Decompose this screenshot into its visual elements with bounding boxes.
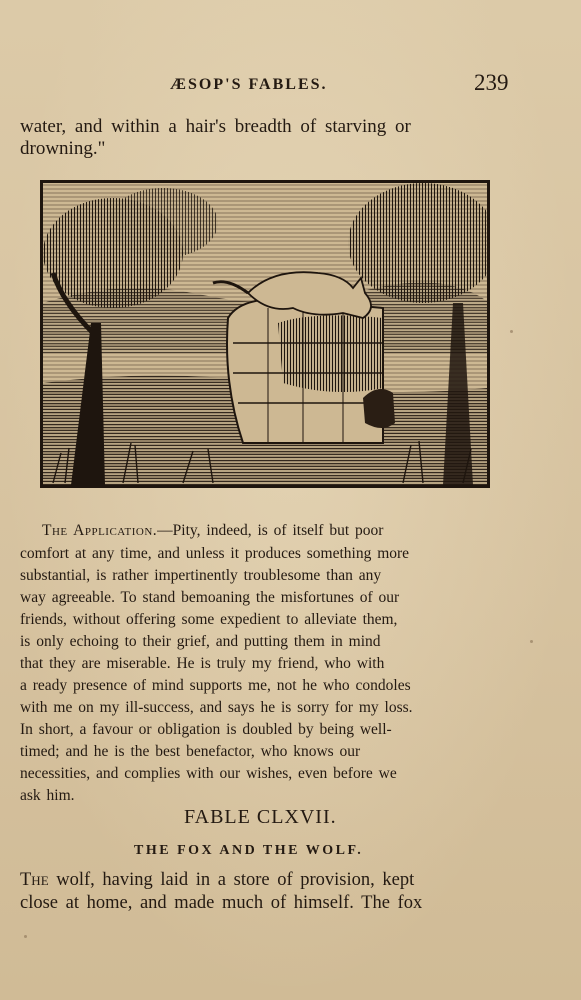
text-line: a ready presence of mind supports me, not he who condoles — [20, 677, 411, 694]
lead-word: The — [20, 870, 49, 890]
text-line: timed; and he is the best benefactor, who knows our — [20, 743, 361, 760]
text-line: close at home, and made much of himself. The fox — [20, 893, 423, 913]
text-line: that they are miserable. He is truly my friend, who with — [20, 655, 385, 672]
application-first-line — [42, 522, 383, 540]
text-line: comfort at any time, and unless it produces something more — [20, 545, 410, 562]
text-line: —Pity, indeed, is of itself but poor — [157, 522, 384, 539]
page-number: 239 — [474, 70, 509, 95]
woodcut-illustration — [40, 180, 490, 488]
text-line: friends, without offering some expedient to alleviate them, — [20, 611, 398, 628]
text-line: is only echoing to their grief, and putting them in mind — [20, 633, 381, 650]
application-heading: The Application. — [42, 522, 158, 539]
text-line: wolf, having laid in a store of provision, kept — [48, 870, 415, 890]
fable-subtitle: THE FOX AND THE WOLF. — [134, 843, 364, 858]
text-line: substantial, is rather impertinently troublesome than any — [20, 567, 382, 584]
running-title: ÆSOP'S FABLES. — [170, 76, 328, 93]
text-line: drowning." — [20, 138, 106, 159]
text-line: necessities, and complies with our wishes, even before we — [20, 765, 397, 782]
text-line: ask him. — [20, 787, 75, 804]
text-line: with me on my ill-success, and says he is sorry for my loss. — [20, 699, 413, 716]
fable-title: FABLE CLXVII. — [184, 806, 337, 828]
woodcut-fox-and-goat-well-icon — [43, 183, 487, 485]
paper-speck — [510, 330, 513, 333]
running-head — [0, 70, 581, 100]
paper-speck — [530, 640, 533, 643]
text-line: water, and within a hair's breadth of starving or — [20, 116, 411, 137]
paper-speck — [24, 935, 27, 938]
text-line: way agreeable. To stand bemoaning the misfortunes of our — [20, 589, 400, 606]
story-first-line — [20, 870, 414, 891]
text-line: In short, a favour or obligation is doubled by being well- — [20, 721, 392, 738]
